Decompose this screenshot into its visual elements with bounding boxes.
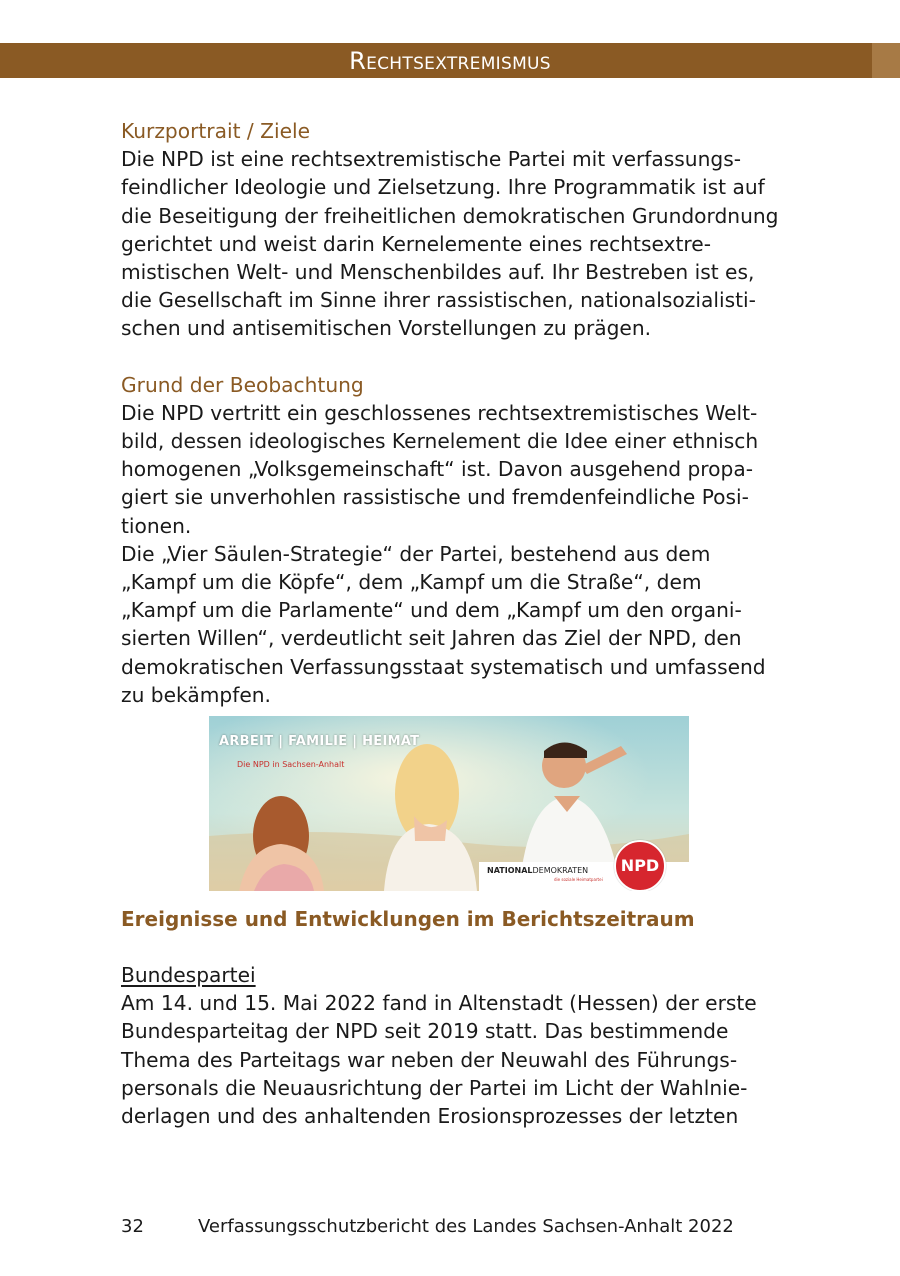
banner-subtitle: Die NPD in Sachsen-Anhalt bbox=[237, 760, 345, 769]
header-bar bbox=[0, 43, 900, 78]
npd-campaign-photo bbox=[209, 716, 689, 891]
wordmark-light: DEMOKRATEN bbox=[532, 866, 589, 875]
page-number: 32 bbox=[121, 1216, 144, 1237]
section-heading-beobachtung: Grund der Beobachtung bbox=[121, 372, 364, 397]
wordmark-bold: NATIONAL bbox=[487, 866, 533, 875]
npd-tagline: die soziale Heimatpartei bbox=[554, 877, 603, 882]
main-content bbox=[121, 117, 781, 709]
spacer bbox=[121, 343, 781, 371]
npd-logo-badge: NPD bbox=[614, 840, 666, 891]
paragraph-beobachtung-2: Die „Vier Säulen-Strategie“ der Partei, bestehend aus dem „Kampf um die Köpfe“, dem „Kampf um die Straße“, dem „Kampf um die Parlamente“ und dem „Kampf um den organisierten Willen“, verdeutlicht seit Jahren das Ziel der NPD, den demokratischen Verfassungsstaat systematisch und umfassend zu bekämpfen. bbox=[121, 541, 766, 707]
paragraph-bundespartei: Am 14. und 15. Mai 2022 fand in Altenstadt (Hessen) der erste Bundesparteitag der NPD seit 2019 statt. Das bestimmende Thema des Parteitags war neben der Neuwahl des Führungspersonals die Neuausrichtung der Partei im Licht der Wahlniederlagen und des anhaltenden Erosionsprozesses der letzten bbox=[121, 991, 757, 1129]
spacer bbox=[121, 933, 781, 961]
banner-slogan: ARBEIT | FAMILIE | HEIMAT bbox=[219, 734, 420, 749]
paragraph-beobachtung-1: Die NPD vertritt ein geschlossenes rechtsextremistisches Weltbild, dessen ideologisches Kernelement die Idee einer ethnisch homogenen „Volksgemeinschaft“ ist. Davon ausgehend propagiert sie unverhohlen rassistische und fremdenfeindliche Positionen. bbox=[121, 400, 759, 538]
section-heading-kurzportrait: Kurzportrait / Ziele bbox=[121, 119, 311, 143]
footer-title: Verfassungsschutzbericht des Landes Sachsen-Anhalt 2022 bbox=[198, 1216, 734, 1237]
section-heading-ereignisse: Ereignisse und Entwicklungen im Berichtszeitraum bbox=[121, 907, 695, 931]
events-content bbox=[121, 905, 781, 1130]
paragraph-kurzportrait: Die NPD ist eine rechtsextremistische Partei mit verfassungsfeindlicher Ideologie und Zielsetzung. Ihre Programmatik ist auf die Beseitigung der freiheitlichen demokratischen Grundordnung gerichtet und weist darin Kernelemente eines rechtsextremistischen Welt- und Menschenbildes auf. Ihr Bestreben ist es, die Gesellschaft im Sinne ihrer rassistischen, nationalsozialistischen und antisemitischen Vorstellungen zu prägen. bbox=[121, 147, 779, 341]
npd-wordmark bbox=[487, 866, 588, 875]
subheading-bundespartei: Bundespartei bbox=[121, 963, 256, 987]
page-title: Rechtsextremismus bbox=[349, 47, 551, 75]
